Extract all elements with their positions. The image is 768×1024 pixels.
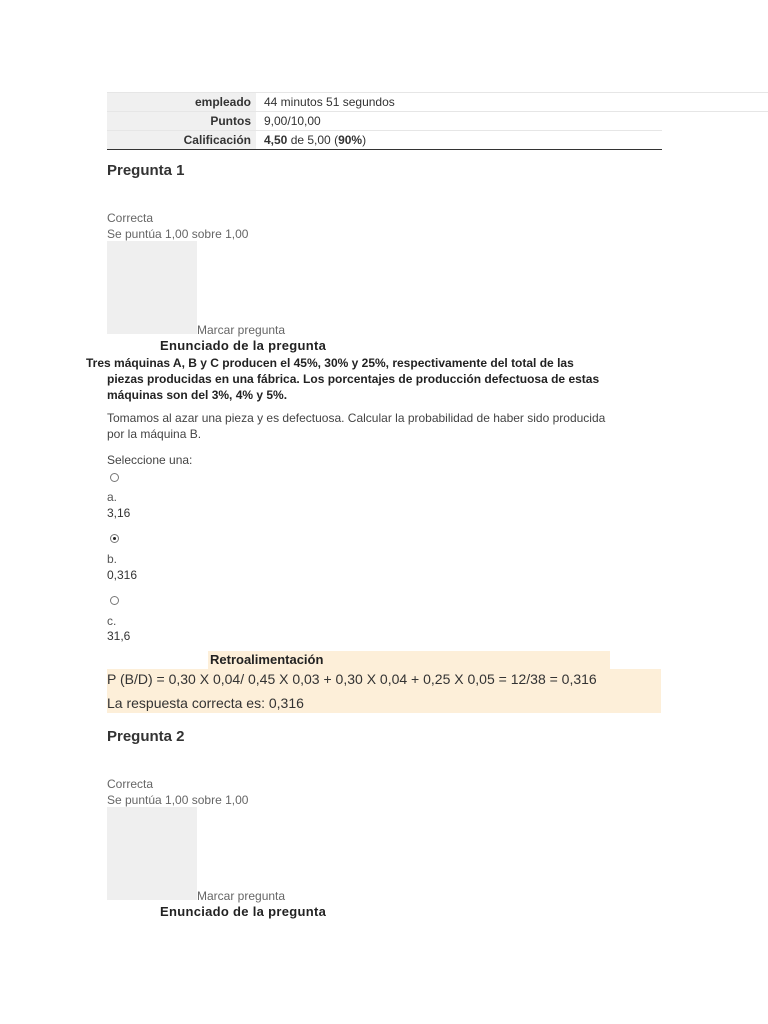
grade-close: ): [362, 133, 367, 147]
question-2-flag-area: [107, 807, 197, 900]
option-a-radio[interactable]: [110, 473, 119, 482]
option-a-value: 3,16: [107, 506, 131, 520]
question-2-enunciado-heading: Enunciado de la pregunta: [160, 904, 327, 919]
summary-table: [107, 92, 768, 150]
option-c-letter: c.: [107, 614, 117, 628]
grade-value: 4,50: [264, 133, 288, 147]
question-1-prompt-line: Tomamos al azar una pieza y es defectuosa. Calcular la probabilidad de haber sido producida: [107, 411, 606, 425]
feedback-box: [107, 669, 661, 713]
option-a-letter: a.: [107, 490, 118, 504]
grade-of: de 5,00 (: [287, 133, 339, 147]
option-b-letter: b.: [107, 552, 118, 566]
question-1-flag-area: [107, 241, 197, 334]
summary-row-grade: [107, 130, 662, 150]
question-1-text-line: máquinas son del 3%, 4% y 5%.: [107, 388, 288, 402]
option-c-radio[interactable]: [110, 596, 119, 605]
summary-value: [256, 131, 662, 149]
question-1-score: Se puntúa 1,00 sobre 1,00: [107, 227, 249, 241]
feedback-correct-answer: La respuesta correcta es: 0,316: [107, 695, 304, 711]
summary-label: Puntos: [107, 112, 256, 130]
option-b-value: 0,316: [107, 568, 138, 582]
option-c-value: 31,6: [107, 629, 131, 643]
feedback-formula: P (B/D) = 0,30 X 0,04/ 0,45 X 0,03 + 0,30 X 0,04 + 0,25 X 0,05 = 12/38 = 0,316: [107, 671, 597, 687]
question-1-text-line: Tres máquinas A, B y C producen el 45%, 30% y 25%, respectivamente del total de las: [86, 356, 574, 370]
summary-row-points: [107, 111, 768, 130]
option-b-radio[interactable]: [110, 534, 119, 543]
summary-label: Calificación: [107, 131, 256, 149]
question-2-score: Se puntúa 1,00 sobre 1,00: [107, 793, 249, 807]
feedback-heading: Retroalimentación: [208, 651, 610, 669]
question-1-status: Correcta: [107, 211, 154, 225]
question-2-title: Pregunta 2: [107, 728, 185, 745]
question-2-status: Correcta: [107, 777, 154, 791]
question-1-prompt-line: por la máquina B.: [107, 427, 202, 441]
question-1-flag-link[interactable]: Marcar pregunta: [197, 323, 286, 337]
grade-percent: 90%: [338, 133, 363, 147]
select-one-label: Seleccione una:: [107, 453, 193, 467]
question-1-text-line: piezas producidas en una fábrica. Los porcentajes de producción defectuosa de estas: [107, 372, 600, 386]
summary-label: empleado: [107, 93, 256, 111]
question-1-title: Pregunta 1: [107, 162, 185, 179]
summary-row-time: [107, 92, 768, 111]
summary-value: 44 minutos 51 segundos: [264, 95, 395, 109]
question-2-flag-link[interactable]: Marcar pregunta: [197, 889, 286, 903]
question-1-enunciado-heading: Enunciado de la pregunta: [160, 338, 327, 353]
summary-value: 9,00/10,00: [264, 114, 321, 128]
